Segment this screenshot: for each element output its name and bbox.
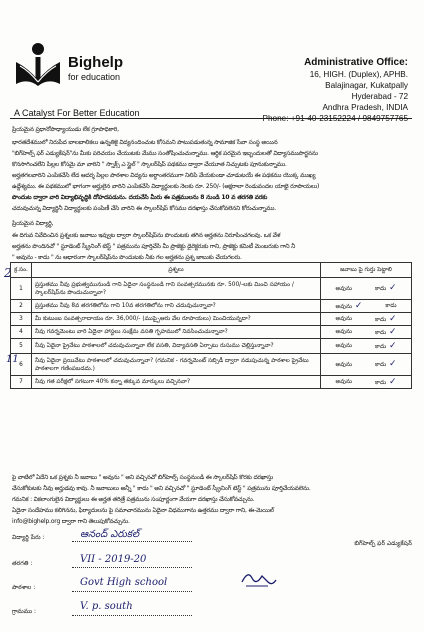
brand-subtitle: for education bbox=[68, 72, 121, 82]
footer-line: గమనిక : వికలాంగులైన విద్యార్థులు ఈ అర్హత తరిత్రే పత్రమును సంపూర్ణంగా వేయగా దరఖాస్తు చేసుకోవచ్చును. bbox=[12, 496, 255, 503]
instruction-line: ఈ దిగువ నివేదించిన ప్రశ్నలకు జవాబు ఇవ్వుట ద్వారా స్కాలర్‌షిప్‌ను పొందుటకు తగిన అర్హతను నిరూపించగలవు. ఒక వేళ bbox=[12, 232, 281, 239]
handwritten-margin-mark: 11 bbox=[6, 354, 19, 365]
table-row bbox=[11, 300, 412, 313]
row-number: 5 bbox=[11, 339, 32, 354]
intro-line: చదువుచున్న విద్యార్థినీ విద్యార్థులకు పంపిణీ చేసి వారిని ఈ స్కాలర్‌షిప్ కోసము దరఖాస్తు చేసుకోవలెనని కోరుచున్నాము. bbox=[12, 205, 277, 212]
field-value-village[interactable]: V. p. south bbox=[80, 601, 133, 612]
check-mark-icon: ✓ bbox=[386, 376, 397, 387]
check-mark-icon: ✓ bbox=[386, 313, 397, 324]
answer-yes[interactable]: అవును bbox=[335, 379, 352, 385]
row-number: 2 bbox=[11, 300, 32, 313]
answer-no[interactable]: కాదు ✓ bbox=[374, 283, 397, 293]
answer-yes[interactable]: అవును bbox=[335, 285, 352, 292]
intro-line: అర్హతగలవారిని ఎంపికచేసి లేద ఆదర్శ పిల్లల పాఠశాల విద్యను అర్ధాంతరముగా నిలిపి వేయకుండా చూడుటయే ఈ పథకము యొక్క ముఖ్య bbox=[12, 172, 316, 179]
row-question: నీవు గత పరీక్షలో సగటుగా 40% కన్నా తక్కువ మార్కులు వచ్చినవా? bbox=[32, 376, 321, 389]
check-mark-icon: ✓ bbox=[386, 359, 397, 369]
answer-no[interactable]: కాదు bbox=[385, 303, 397, 309]
handwritten-margin-mark: 2 bbox=[4, 266, 12, 280]
intro-paragraph bbox=[12, 137, 412, 214]
check-mark-icon: ✓ bbox=[386, 326, 397, 337]
intro-line: కొనసాగించలేని పిల్లల కోసమై మా వారిని " స్నాక్స్ ఎ స్టైల్ " స్కాలర్‌షిప్ పథకము ద్వారా చేయూత నిచ్చుటకు పూనుకున్నాము. bbox=[12, 161, 287, 168]
instruction-line: " అవును - కాదు " ను ఆధారంగా స్కాలర్‌షిప్‌ను పొందుటకు నీకు గల అర్హతను ప్రశ్న జాబుకు చేయగలరు. bbox=[12, 254, 242, 261]
row-answer bbox=[321, 376, 412, 389]
answer-no[interactable]: కాదు ✓ bbox=[374, 376, 397, 387]
student-greeting: ప్రియమైన విద్యార్థి, bbox=[12, 220, 54, 227]
office-title: Administrative Office: bbox=[304, 57, 408, 68]
header-serial: క్ర.సం. bbox=[11, 263, 32, 278]
check-mark-icon: ✓ bbox=[386, 283, 397, 293]
intro-line: "బిగ్‌హెల్ప్ ఫర్ ఎడ్యుకేషన్"ను మీకు పరిచయం చేయుటకు మేము సంతోషించుచున్నాము. ఆర్థిక పరమైన ఇబ్బందులతో విద్యాసముపార్జనను bbox=[12, 150, 318, 157]
row-answer bbox=[321, 313, 412, 326]
check-mark-icon: ✓ bbox=[351, 300, 363, 311]
row-answer bbox=[321, 278, 412, 300]
intro-line: ఉద్దేశ్యము. ఈ పథకములో భాగంగా అర్హులైన వారిని ఎంపికచేసి విద్యార్థులకు నెలకు రూ. 250/- (అక్షరాలా రెండువందల యాభై రూపాయలు) bbox=[12, 183, 320, 190]
office-address bbox=[263, 56, 408, 124]
email-link[interactable]: info@bighelp.org ద్వారా గాని తెలుపుకోవచ్చును. bbox=[12, 518, 130, 525]
row-number: 4 bbox=[11, 326, 32, 339]
row-question: మీ కుటుంబ సంవత్సరాదాయం రూ. 36,000/- (ముప్పైఆరు వేల రూపాయలు) మించియున్నదా? bbox=[32, 313, 321, 326]
instructions bbox=[12, 230, 412, 263]
intro-line: భారతదేశములో నిరుపేద బాలబాలికలు ఉన్నతికై విద్యనందించుట కోసమని పాటుపడుతున్న సామాజిక సేవా సంస్థ అయిన bbox=[12, 139, 278, 146]
row-question: నీవు ఏదైనా ప్రైవేటు పాఠశాలలో చదువుచున్నావా లేక వసతి, విద్యావసతి ఏర్పాటు రుసుము చెల్లిస్తున్నావా? bbox=[32, 339, 321, 354]
answer-no[interactable]: కాదు ✓ bbox=[374, 313, 397, 324]
bighelp-logo bbox=[12, 40, 64, 90]
answer-yes[interactable]: అవును ✓ bbox=[335, 300, 363, 311]
signature-label: బిగ్‌హెల్ప్ ఫర్ ఎడ్యుకేషన్ bbox=[354, 540, 412, 547]
row-number: 3 bbox=[11, 313, 32, 326]
table-row bbox=[11, 376, 412, 389]
office-line: Andhra Pradesh, INDIA bbox=[322, 103, 408, 112]
eligibility-table bbox=[10, 262, 412, 389]
table-row bbox=[11, 313, 412, 326]
table-row bbox=[11, 326, 412, 339]
field-label-class: తరగతి : bbox=[12, 560, 33, 567]
field-underline bbox=[72, 567, 192, 568]
row-question: ప్రస్తుతము నీవు ప్రభుత్వమునుండి గాని ఏదైనా సంస్థనుండి గాని సంవత్సరమునకు రూ. 500/-లకు మించి సహాయం / స్కాలర్‌షిప్‌ను పొందుచున్నావా? bbox=[32, 278, 321, 300]
footer-line: ఏదైనా సందేహము కలిగినను, ఫిర్యాదులను పై సమాచారమును ఏదైనా విధముగాను ఉత్తరము ద్వారా గాని, ఈ-మెయిల్ bbox=[12, 507, 274, 514]
row-answer bbox=[321, 300, 412, 313]
field-underline bbox=[72, 615, 192, 616]
row-question: నీవు గవర్నమెంటు వారి ఏదైనా హాస్టలు సంక్షేమ వసతి గృహములో నివసించుచున్నావా? bbox=[32, 326, 321, 339]
office-line: Hyderabad - 72 bbox=[351, 92, 408, 101]
table-row bbox=[11, 278, 412, 300]
greeting: ప్రియమైన ప్రధానోపాధ్యాయుడు లేక గ్రూపాధికారి, bbox=[12, 126, 119, 133]
row-answer bbox=[321, 326, 412, 339]
check-mark-icon: ✓ bbox=[386, 340, 397, 351]
header-questions: ప్రశ్నలు bbox=[32, 263, 321, 278]
answer-yes[interactable]: అవును bbox=[335, 361, 352, 368]
answer-no[interactable]: కాదు ✓ bbox=[374, 340, 397, 351]
tagline: A Catalyst For Better Education bbox=[14, 108, 140, 118]
answer-no[interactable]: కాదు ✓ bbox=[374, 359, 397, 369]
brand-name: Bighelp bbox=[68, 54, 123, 71]
header-divider bbox=[10, 118, 412, 119]
answer-yes[interactable]: అవును bbox=[335, 329, 352, 335]
table-header-row bbox=[11, 263, 412, 278]
field-value-name[interactable]: ఆనంద్ ఎరుకల్ bbox=[80, 529, 140, 540]
footer-note bbox=[12, 472, 412, 527]
office-line: Balajinagar, Kukatpally bbox=[325, 81, 408, 90]
table-row bbox=[11, 339, 412, 354]
office-line: 16, HIGH. (Duplex), APHB. bbox=[309, 70, 408, 79]
intro-line: పొందుట ద్వారా వారి విద్యాభివృద్ధికి దోహదపడును. దయచేసి మీరు ఈ పత్రములను 8 నుండి 10 వ తరగతి వరకు bbox=[12, 194, 268, 201]
instruction-line: అర్హతను పొందినచో " స్టూడెంట్ స్క్రీనింగ్ టెస్ట్ " పత్రమును పూర్తిచేసి మీ ప్రాజెక్టు డైరెక్టరుకు గాని, ప్రాజెక్టు కమిటీ మెంబరుకు గాని నీ bbox=[12, 243, 296, 250]
field-label-name: విద్యార్థి పేరు : bbox=[12, 534, 45, 541]
answer-yes[interactable]: అవును bbox=[335, 343, 352, 349]
signature-scribble bbox=[238, 568, 278, 590]
header-answer: జవాబు పై గుర్తు పెట్టాలి bbox=[321, 263, 412, 278]
footer-line: పై వాటిలో ఏదేని ఒక ప్రశ్నకు నీ జవాబు " అవును " అని వచ్చినచో బిగ్‌హెల్ప్ సంస్థనుండి ఈ స్కాలర్‌షిప్ కొరకు దరఖాస్తు bbox=[12, 474, 274, 481]
field-value-class[interactable]: VII - 2019-20 bbox=[80, 554, 147, 565]
row-question: నీవు ఏదైనా ప్రయివేటు పాఠశాలలో చదువుచున్నావా? (గమనిక - గవర్నమెంట్ సబ్సిడీ ద్వారా నడుపుచున్న పాఠశాల ప్రైవేటు పాఠశాలగా గణింపబడదు.) bbox=[32, 354, 321, 376]
row-number: 1 bbox=[11, 278, 32, 300]
table-row bbox=[11, 354, 412, 376]
row-question: ప్రస్తుతము నీవు 8వ తరగతిలోను గాని 10వ తరగతిలోను గాని చదువుచున్నావా? bbox=[32, 300, 321, 313]
field-label-village: గ్రామము : bbox=[12, 608, 37, 615]
row-answer bbox=[321, 339, 412, 354]
row-answer bbox=[321, 354, 412, 376]
field-label-school: పాఠశాల : bbox=[12, 584, 36, 591]
answer-yes[interactable]: అవును bbox=[335, 316, 352, 322]
field-value-school[interactable]: Govt High school bbox=[80, 577, 168, 588]
row-number: 6 bbox=[11, 354, 32, 376]
row-number: 7 bbox=[11, 376, 32, 389]
footer-line: చేసుకోకుటకు నీవు అర్హుడవు కావు. నీ జవాబులు అన్నీ " కాదు " అని వచ్చినచో " స్టూడెంట్ స్క్రీనింగ్ టెస్ట్ " పత్రమును పూర్తిచేయవలెను. bbox=[12, 485, 311, 492]
office-phone: Phone: +91-40-23152224 / 9849757765 bbox=[262, 114, 408, 123]
field-underline bbox=[72, 591, 192, 592]
answer-no[interactable]: కాదు ✓ bbox=[374, 326, 397, 337]
